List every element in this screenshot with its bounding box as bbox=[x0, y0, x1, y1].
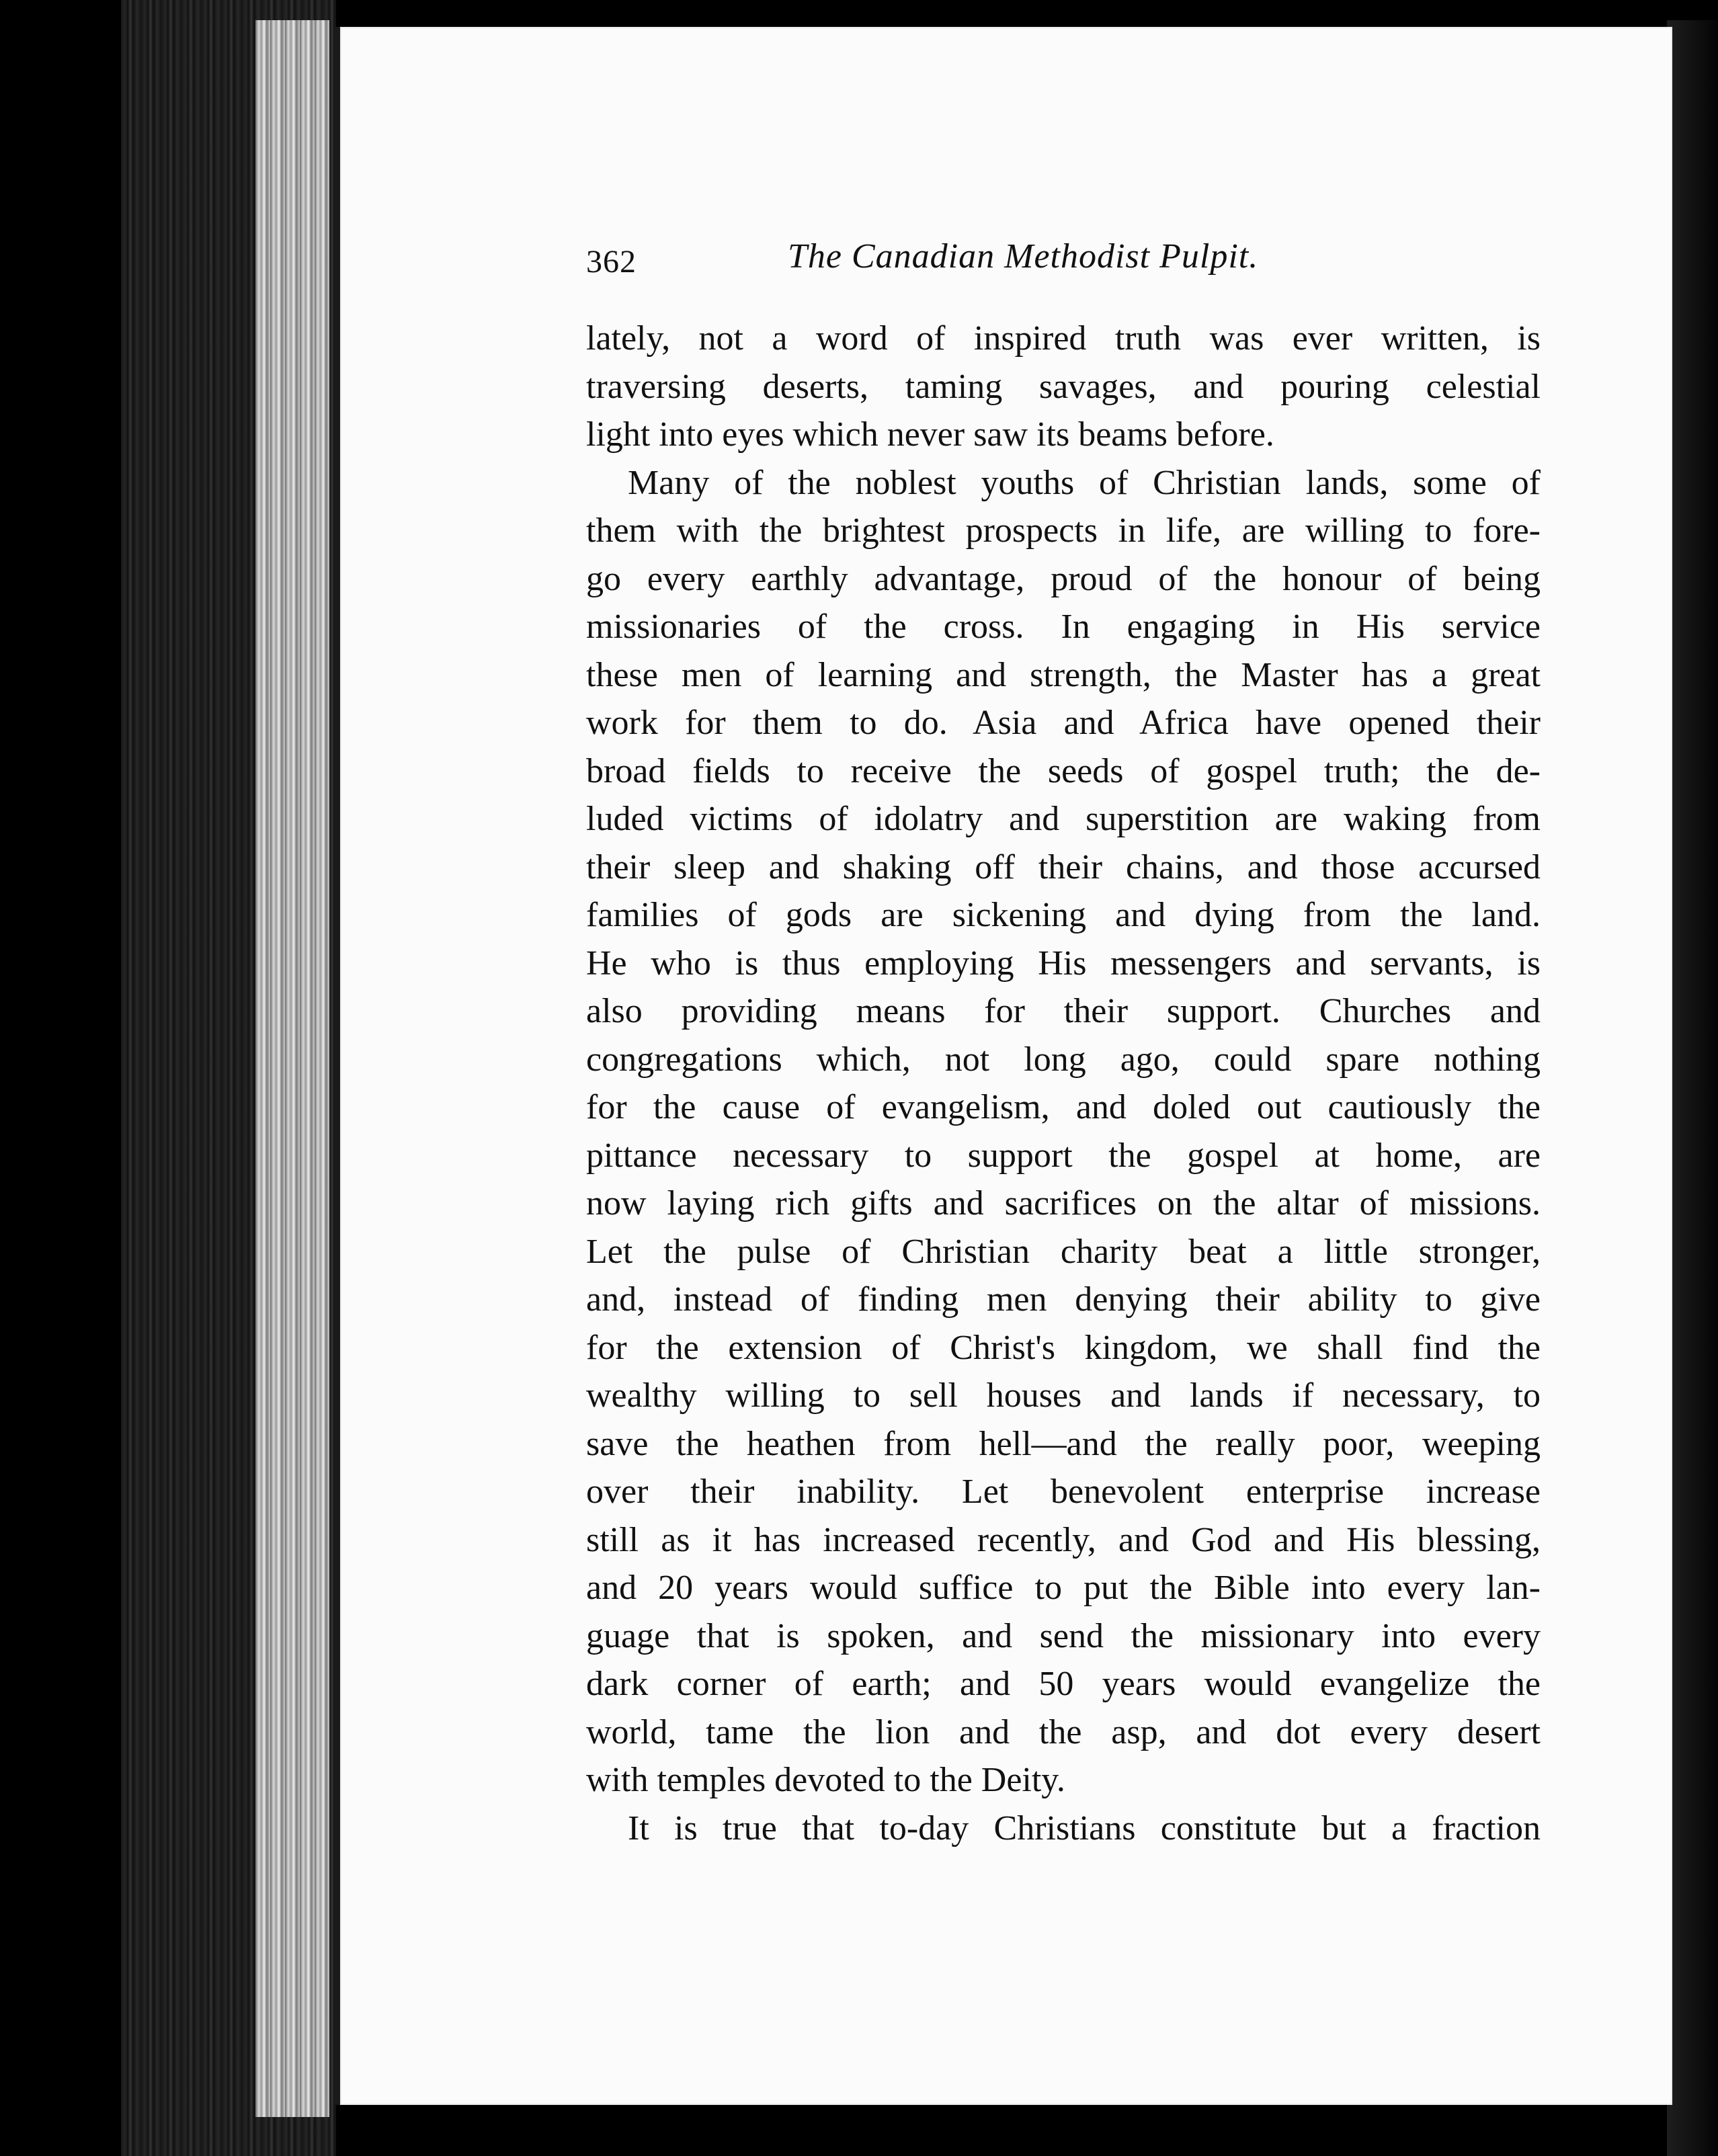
page-number: 362 bbox=[586, 244, 637, 280]
text-line: lately, not a word of inspired truth was ever written, is bbox=[586, 319, 1541, 358]
text-line: now laying rich gifts and sacrifices on the altar of missions. bbox=[586, 1184, 1541, 1222]
text-line: with temples devoted to the Deity. bbox=[586, 1761, 1065, 1799]
text-line: and 20 years would suffice to put the Bible into every lan- bbox=[586, 1569, 1541, 1607]
text-line: It is true that to-day Christians constitute but a fraction bbox=[628, 1809, 1541, 1848]
text-line: also providing means for their support. Churches and bbox=[586, 992, 1541, 1030]
text-line: broad fields to receive the seeds of gospel truth; the de- bbox=[586, 751, 1541, 790]
book-page-edges-highlight bbox=[255, 20, 329, 2117]
text-line: for the cause of evangelism, and doled out cautiously the bbox=[586, 1088, 1541, 1126]
text-line: Let the pulse of Christian charity beat a little stronger, bbox=[586, 1232, 1541, 1271]
text-line: wealthy willing to sell houses and lands if necessary, to bbox=[586, 1376, 1541, 1415]
text-line: these men of learning and strength, the Master has a great bbox=[586, 655, 1541, 694]
text-line: light into eyes which never saw its beams before. bbox=[586, 415, 1274, 454]
running-title: The Canadian Methodist Pulpit. bbox=[788, 237, 1259, 276]
facing-page-shadow bbox=[1667, 20, 1718, 2156]
text-line: He who is thus employing His messengers and servants, is bbox=[586, 944, 1541, 983]
text-line: pittance necessary to support the gospel at home, are bbox=[586, 1136, 1541, 1175]
text-line: work for them to do. Asia and Africa have opened their bbox=[586, 704, 1541, 742]
body-text bbox=[586, 315, 1541, 1852]
text-line: their sleep and shaking off their chains, and those accursed bbox=[586, 847, 1541, 886]
text-line: luded victims of idolatry and superstition are waking from bbox=[586, 800, 1541, 838]
text-line: families of gods are sickening and dying from the land. bbox=[586, 896, 1541, 934]
text-line: over their inability. Let benevolent enterprise increase bbox=[586, 1473, 1541, 1511]
text-line: and, instead of finding men denying their ability to give bbox=[586, 1280, 1541, 1319]
text-line: missionaries of the cross. In engaging in His service bbox=[586, 608, 1541, 646]
text-line: save the heathen from hell—and the really poor, weeping bbox=[586, 1424, 1541, 1463]
text-line: go every earthly advantage, proud of the honour of being bbox=[586, 559, 1541, 598]
page-header bbox=[586, 237, 1393, 290]
text-line: still as it has increased recently, and God and His blessing, bbox=[586, 1520, 1541, 1559]
text-line: traversing deserts, taming savages, and pouring celestial bbox=[586, 367, 1541, 406]
text-line: dark corner of earth; and 50 years would evangelize the bbox=[586, 1665, 1541, 1703]
text-line: congregations which, not long ago, could spare nothing bbox=[586, 1040, 1541, 1079]
text-line: world, tame the lion and the asp, and dot every desert bbox=[586, 1712, 1541, 1751]
text-line: Many of the noblest youths of Christian lands, some of bbox=[628, 463, 1541, 502]
text-line: them with the brightest prospects in life, are willing to fore- bbox=[586, 511, 1541, 550]
text-line: for the extension of Christ's kingdom, we shall find the bbox=[586, 1328, 1541, 1367]
text-line: guage that is spoken, and send the missionary into every bbox=[586, 1616, 1541, 1655]
